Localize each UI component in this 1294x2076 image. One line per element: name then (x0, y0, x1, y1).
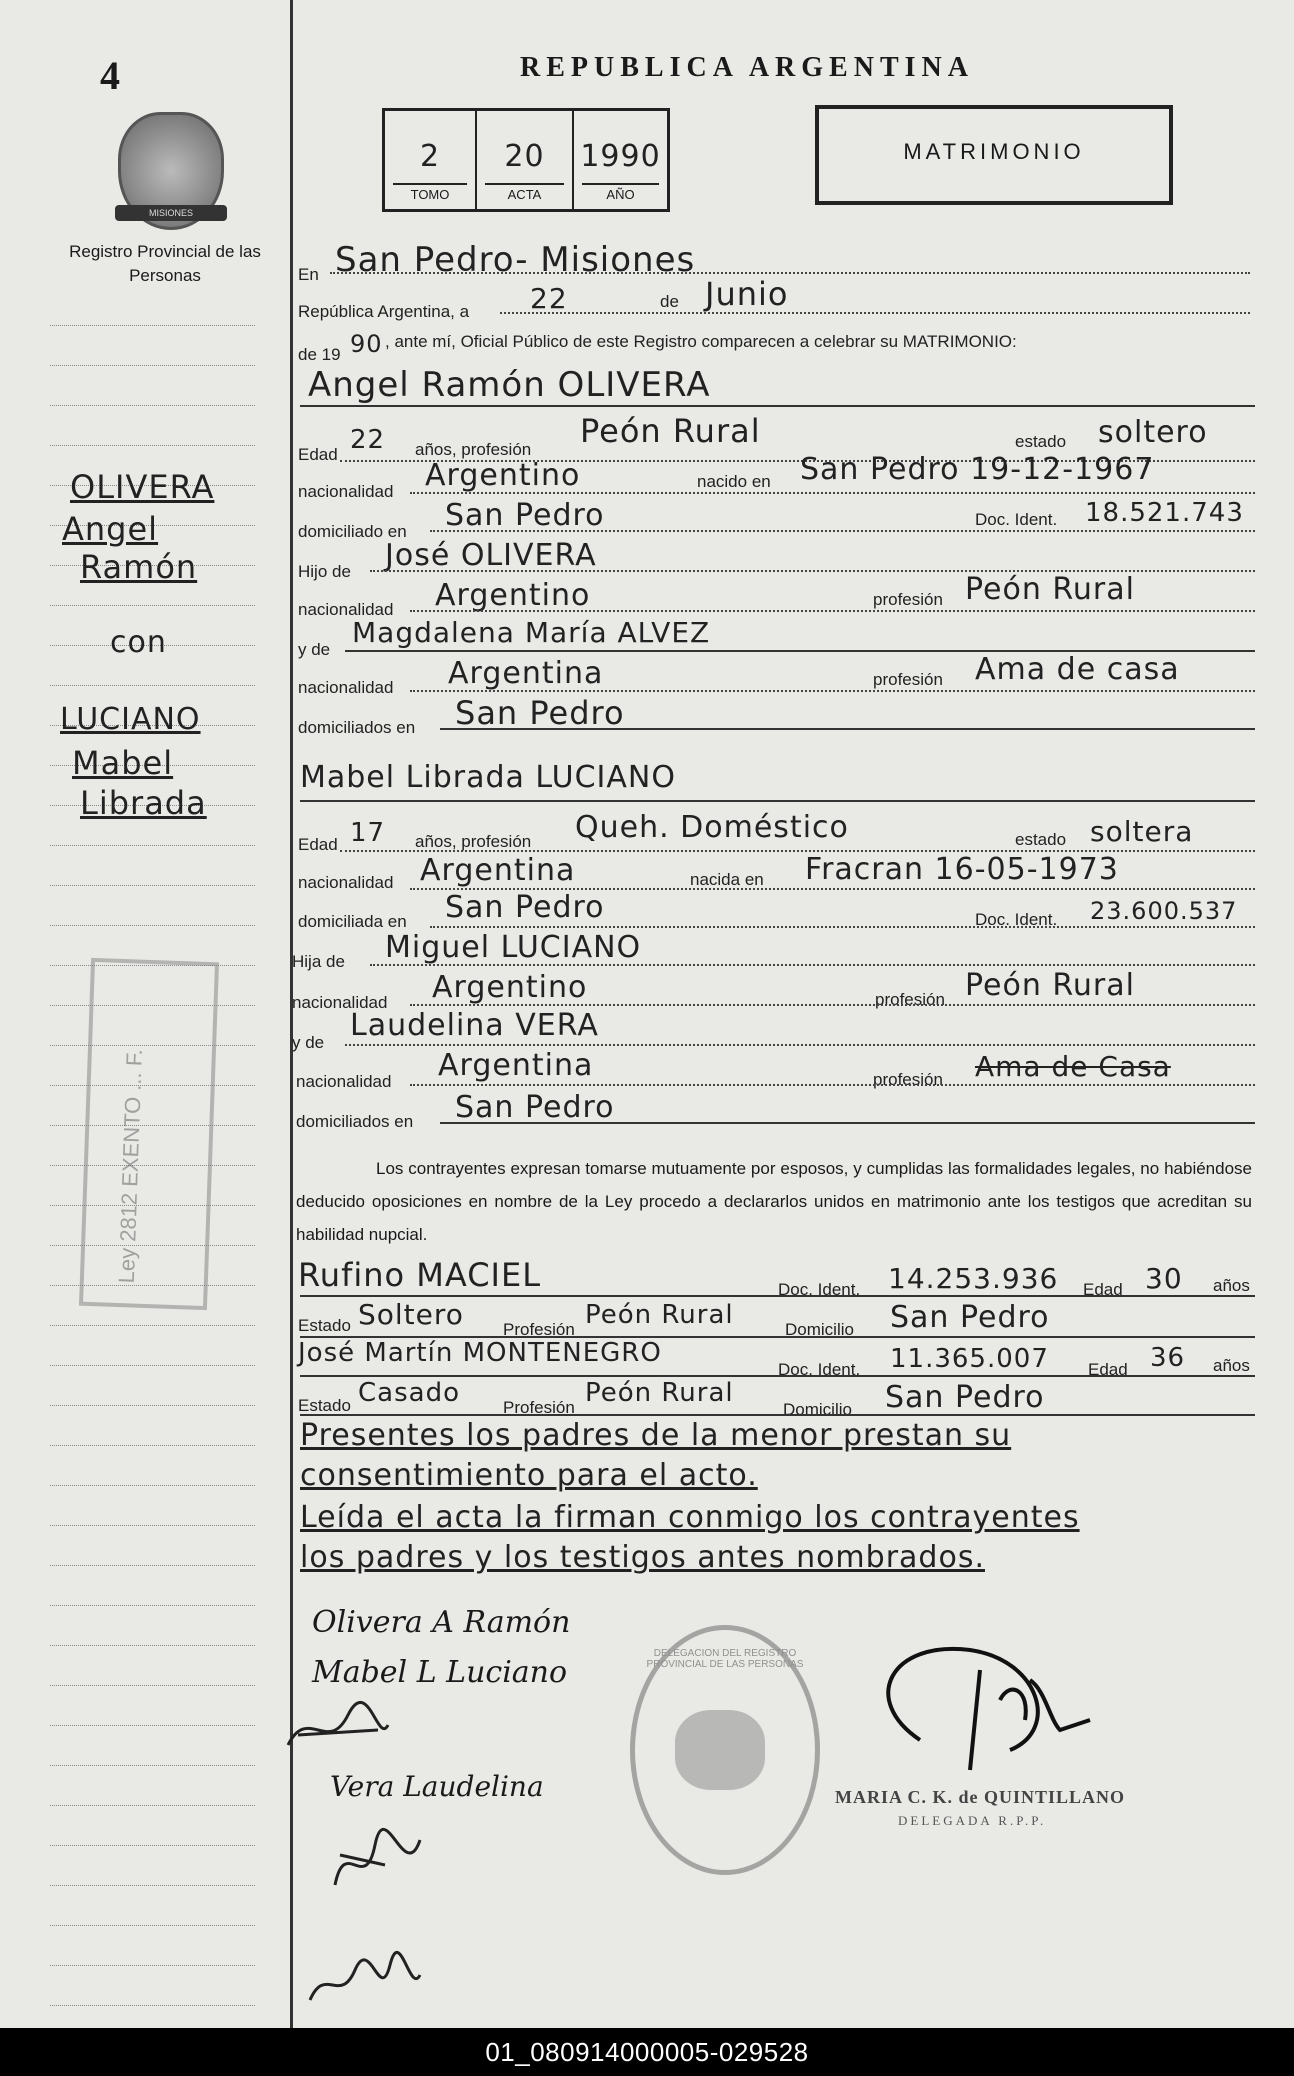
groom-age-label: Edad (298, 445, 338, 464)
groom-full-name: Angel Ramón OLIVERA (308, 365, 711, 405)
witness1-domicile: San Pedro (890, 1300, 1050, 1335)
ano-cell (574, 111, 667, 209)
margin-rule (50, 1725, 255, 1726)
margin-rule (50, 1845, 255, 1846)
witness2-doc-label: Doc. Ident. (778, 1360, 861, 1379)
groom-dom-line (430, 530, 1255, 532)
bride-birth: Fracran 16-05-1973 (805, 852, 1119, 887)
witness1-dom-label: Domicilio (785, 1320, 854, 1339)
witness1-anos-label: años (1213, 1276, 1250, 1295)
groom-parents-domicile: San Pedro (455, 694, 625, 732)
bride-parents-domicile: San Pedro (455, 1090, 615, 1125)
witness2-estado-label: Estado (298, 1396, 351, 1415)
margin-rule (50, 1405, 255, 1406)
margin-bride-name2: Librada (80, 784, 207, 822)
margin-rule (50, 1925, 255, 1926)
witness2-dom-label: Domicilio (783, 1400, 852, 1419)
witness2-age: 36 (1150, 1343, 1186, 1373)
record-number-box (382, 108, 670, 212)
act-intro: , ante mí, Oficial Público de este Registro comparecen a celebrar su MATRIMONIO: (385, 332, 1017, 351)
groom-doc: 18.521.743 (1085, 498, 1244, 528)
groom-parents-dom-label: domiciliados en (298, 718, 416, 737)
bride-estado: soltera (1090, 815, 1194, 848)
round-stamp-text: DELEGACION DEL REGISTRO PROVINCIAL DE LAS PERSONAS (646, 1648, 804, 1670)
margin-rule (50, 1485, 255, 1486)
margin-rule (50, 1805, 255, 1806)
groom-father-profession: Peón Rural (965, 572, 1135, 607)
groom-mother-prof-label: profesión (873, 670, 943, 689)
witness2-age-label: Edad (1088, 1360, 1128, 1379)
witness1-prof-label: Profesión (503, 1320, 575, 1339)
note-line-3: Leída el acta la firman conmigo los contrayentes (300, 1500, 1080, 1535)
margin-rule (50, 1685, 255, 1686)
scan-footer-code: 01_080914000005-029528 (0, 2028, 1294, 2076)
margin-rule (50, 1645, 255, 1646)
margin-rule (50, 1445, 255, 1446)
note-line-4: los padres y los testigos antes nombrados. (300, 1540, 985, 1575)
groom-mother: Magdalena María ALVEZ (352, 616, 711, 649)
bride-father: Miguel LUCIANO (385, 930, 642, 965)
bride-doc-label: Doc. Ident. (975, 910, 1058, 929)
margin-rule (50, 845, 255, 846)
groom-mother-label: y de (298, 640, 331, 659)
groom-father-nationality: Argentino (435, 578, 591, 613)
act-day: 22 (530, 282, 568, 315)
groom-dom-label: domiciliado en (298, 522, 407, 541)
bride-father-nac-line (410, 1004, 1255, 1006)
bride-full-name: Mabel Librada LUCIANO (300, 760, 676, 795)
margin-rule (50, 365, 255, 366)
groom-nationality: Argentino (425, 458, 581, 493)
groom-parents-dom-line (440, 728, 1255, 730)
legal-paragraph: Los contrayentes expresan tomarse mutuamente por esposos, y cumplidas las formalidades legales, no habiéndose deducido oposiciones en nombre de la Ley procedo a declararlos unidos en matrimonio ante los testigos que acreditan su habilidad nupcial. (296, 1159, 1252, 1244)
groom-estado: soltero (1098, 415, 1208, 450)
groom-father-prof-label: profesión (873, 590, 943, 609)
bride-father-prof-label: profesión (875, 990, 945, 1009)
groom-mother-nac-label: nacionalidad (298, 678, 394, 697)
bride-mother-nac-label: nacionalidad (296, 1072, 392, 1091)
document-type: MATRIMONIO (903, 139, 1085, 164)
tomo-label: TOMO (393, 183, 467, 202)
note-line-1: Presentes los padres de la menor prestan su (300, 1418, 1012, 1453)
registry-name: Registro Provincial de las Personas (69, 242, 261, 285)
bride-age: 17 (350, 818, 386, 848)
country-title: REPUBLICA ARGENTINA (520, 52, 974, 83)
bride-domicile: San Pedro (445, 890, 605, 925)
groom-father-label: Hijo de (298, 562, 351, 581)
signature-scribble-1 (278, 1695, 398, 1765)
margin-rule (50, 1365, 255, 1366)
margin-bride-surname: LUCIANO (60, 702, 201, 737)
exemption-stamp (79, 958, 219, 1310)
margin-rule (50, 1965, 255, 1966)
note-line-2: consentimiento para el acto. (300, 1458, 758, 1493)
groom-nac-label: nacionalidad (298, 482, 394, 501)
bride-mother-nac-line (410, 1084, 1255, 1086)
de-label: de (660, 292, 679, 311)
bride-mother-profession: Ama de Casa (975, 1050, 1171, 1083)
witness2-domicile: San Pedro (885, 1380, 1045, 1415)
groom-father-nac-line (410, 610, 1255, 612)
bride-profession: Queh. Doméstico (575, 810, 849, 845)
margin-con: con (110, 625, 167, 660)
ano-value: 1990 (580, 139, 661, 174)
tomo-value: 2 (419, 139, 441, 174)
bride-mother-label: y de (292, 1033, 325, 1052)
document-type-box (815, 105, 1173, 205)
official-title: DELEGADA R.P.P. (898, 1813, 1047, 1828)
acta-cell (477, 111, 574, 209)
groom-name-line (300, 405, 1255, 407)
witness1-line (300, 1295, 1255, 1297)
bride-father-label: Hija de (292, 952, 345, 971)
bride-name-line (300, 800, 1255, 802)
margin-rule (50, 1565, 255, 1566)
groom-estado-label: estado (1015, 432, 1067, 451)
page-number: 4 (100, 53, 120, 98)
groom-mother-profession: Ama de casa (975, 652, 1180, 687)
groom-mother-nac-line (410, 690, 1255, 692)
witness2-detail-line (300, 1414, 1255, 1416)
margin-bride-name1: Mabel (72, 744, 174, 782)
official-name: MARIA C. K. de QUINTILLANO (835, 1787, 1126, 1807)
bride-father-nac-label: nacionalidad (292, 993, 388, 1012)
act-month: Junio (705, 275, 789, 313)
groom-birth-label: nacido en (697, 472, 771, 491)
margin-rule (50, 1765, 255, 1766)
margin-groom-name1: Angel (62, 510, 159, 548)
bride-doc: 23.600.537 (1090, 897, 1238, 925)
act-year-suffix: 90 (350, 330, 383, 358)
witness2-profession: Peón Rural (585, 1378, 734, 1408)
margin-groom-surname: OLIVERA (70, 468, 215, 506)
exemption-stamp-text: Ley 2812 EXENTO ... F. (113, 1048, 147, 1284)
bride-mother-line (345, 1044, 1255, 1046)
bride-age-label: Edad (298, 835, 338, 854)
groom-doc-label: Doc. Ident. (975, 510, 1058, 529)
registry-round-stamp (630, 1625, 820, 1875)
bride-father-profession: Peón Rural (965, 968, 1135, 1003)
bride-nationality: Argentina (420, 853, 576, 888)
witness1-age: 30 (1145, 1262, 1183, 1295)
groom-age: 22 (350, 425, 386, 455)
signature-bride: Mabel L Luciano (312, 1655, 568, 1690)
seal-band: MISIONES (115, 205, 227, 221)
bride-mother-prof-label: profesión (873, 1070, 943, 1089)
witness1-age-label: Edad (1083, 1280, 1123, 1299)
groom-mother-nationality: Argentina (448, 656, 604, 691)
ano-label: AÑO (582, 183, 659, 202)
acta-label: ACTA (485, 183, 564, 202)
bride-mother-nationality: Argentina (438, 1048, 594, 1083)
margin-rule (50, 445, 255, 446)
witness1-doc-label: Doc. Ident. (778, 1280, 861, 1299)
groom-nac-line (410, 492, 1255, 494)
acta-value: 20 (504, 139, 545, 174)
bride-estado-label: estado (1015, 830, 1067, 849)
bride-birth-label: nacida en (690, 870, 764, 889)
margin-rule (50, 1325, 255, 1326)
margin-rule (50, 2005, 255, 2006)
groom-birth: San Pedro 19-12-1967 (800, 452, 1155, 487)
place-line (330, 272, 1250, 274)
signature-groom: Olivera A Ramón (312, 1605, 571, 1640)
margin-rule (50, 925, 255, 926)
signature-mother: Vera Laudelina (330, 1770, 544, 1803)
witness2-prof-label: Profesión (503, 1398, 575, 1417)
bride-prof-label: años, profesión (415, 832, 532, 851)
margin-groom-name2: Ramón (80, 548, 198, 586)
official-signature (860, 1620, 1120, 1790)
groom-father-nac-label: nacionalidad (298, 600, 394, 619)
margin-rule (50, 1885, 255, 1886)
signature-scribble-2 (325, 1825, 435, 1905)
bride-dom-label: domiciliada en (298, 912, 407, 931)
groom-father: José OLIVERA (385, 538, 597, 573)
date-line (500, 312, 1250, 314)
witness1-profession: Peón Rural (585, 1300, 734, 1330)
bride-parents-dom-line (440, 1122, 1255, 1124)
bride-mother: Laudelina VERA (350, 1008, 599, 1043)
witness1-name: Rufino MACIEL (298, 1256, 542, 1294)
tomo-cell (385, 111, 477, 209)
signature-scribble-3 (305, 1945, 425, 2015)
witness2-doc: 11.365.007 (890, 1344, 1049, 1374)
bride-father-nationality: Argentino (432, 970, 588, 1005)
bride-parents-dom-label: domiciliados en (296, 1112, 414, 1131)
bride-nac-label: nacionalidad (298, 873, 394, 892)
year-prefix: de 19 (298, 345, 341, 364)
margin-rule (50, 685, 255, 686)
witness1-estado: Soltero (358, 1298, 464, 1331)
groom-prof-label: años, profesión (415, 440, 532, 459)
groom-domicile: San Pedro (445, 498, 605, 533)
witness2-anos-label: años (1213, 1356, 1250, 1375)
witness1-doc: 14.253.936 (888, 1262, 1059, 1295)
witness1-estado-label: Estado (298, 1316, 351, 1335)
margin-rule (50, 325, 255, 326)
margin-rule (50, 405, 255, 406)
witness2-estado: Casado (358, 1378, 460, 1408)
margin-rule (50, 605, 255, 606)
republica-label: República Argentina, a (298, 302, 470, 321)
groom-profession: Peón Rural (580, 412, 761, 450)
bride-father-line (370, 964, 1255, 966)
margin-rule (50, 1605, 255, 1606)
witness2-line (300, 1375, 1255, 1377)
witness2-name: José Martín MONTENEGRO (298, 1338, 662, 1368)
act-place: San Pedro- Misiones (335, 240, 696, 280)
margin-rule (50, 885, 255, 886)
en-label: En (298, 265, 319, 284)
bride-dom-line (430, 926, 1255, 928)
margin-rule (50, 1525, 255, 1526)
provincial-seal-logo (118, 112, 224, 230)
